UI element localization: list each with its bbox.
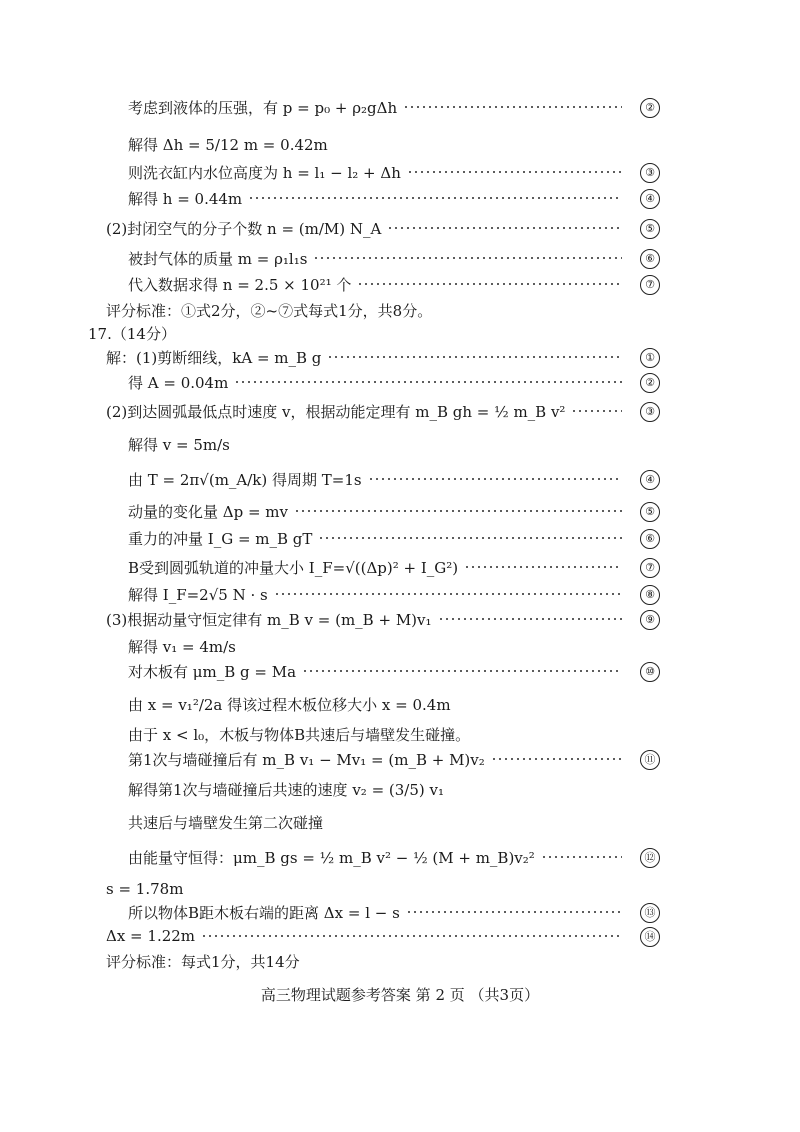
answer-line — [0, 632, 800, 660]
leader-dots — [248, 196, 622, 200]
equation-number: ④ — [640, 189, 660, 209]
leader-dots — [403, 105, 622, 109]
answer-line-text: 动量的变化量 Δp = mv — [128, 502, 289, 521]
leader-dots — [541, 855, 622, 859]
answer-line-text: 对木板有 μm_B g = Ma — [128, 662, 297, 681]
answer-line — [0, 690, 800, 718]
answer-line — [0, 524, 800, 552]
answer-line — [0, 947, 800, 975]
leader-dots — [368, 477, 622, 481]
leader-dots — [464, 565, 622, 569]
answer-line-text: s = 1.78m — [106, 880, 184, 898]
answer-line — [0, 580, 800, 608]
answer-line — [0, 720, 800, 748]
leader-dots — [302, 669, 622, 673]
answer-line-text: 解：(1)剪断细线，kA = m_B g — [106, 348, 322, 367]
answer-line — [0, 184, 800, 212]
answer-line — [0, 843, 800, 871]
answer-line — [0, 244, 800, 272]
page-footer: 高三物理试题参考答案 第 2 页 （共3页） — [260, 986, 540, 1004]
leader-dots — [274, 592, 622, 596]
answer-line-text: (2)封闭空气的分子个数 n = (m/M) N_A — [106, 219, 382, 238]
equation-number: ⑧ — [640, 585, 660, 605]
leader-dots — [294, 509, 622, 513]
equation-number: ⑤ — [640, 219, 660, 239]
equation-number: ⑤ — [640, 502, 660, 522]
answer-line-text: 解得 v₁ = 4m/s — [128, 637, 236, 656]
answer-line-text: 17.（14分） — [88, 324, 176, 343]
answer-line — [0, 465, 800, 493]
answer-line-text: 解得 v = 5m/s — [128, 435, 230, 454]
answer-line-text: 解得第1次与墙碰撞后共速的速度 v₂ = (3/5) v₁ — [128, 780, 445, 799]
equation-number: ② — [640, 98, 660, 118]
equation-number: ① — [640, 348, 660, 368]
equation-number: ⑦ — [640, 558, 660, 578]
answer-line — [0, 368, 800, 396]
leader-dots — [407, 170, 622, 174]
answer-line — [0, 657, 800, 685]
answer-line-text: 由 x = v₁²/2a 得该过程木板位移大小 x = 0.4m — [128, 695, 451, 714]
answer-line-text: 代入数据求得 n = 2.5 × 10²¹ 个 — [128, 275, 352, 294]
answer-line — [0, 93, 800, 121]
answer-line-text: 评分标准：每式1分，共14分 — [106, 952, 300, 971]
equation-number: ② — [640, 373, 660, 393]
leader-dots — [318, 536, 622, 540]
answer-line — [0, 430, 800, 458]
answer-line — [0, 775, 800, 803]
answer-line-text: B受到圆弧轨道的冲量大小 I_F=√((Δp)² + I_G²) — [128, 558, 459, 577]
answer-line-text: (3)根据动量守恒定律有 m_B v = (m_B + M)v₁ — [106, 610, 432, 629]
answer-line-text: 解得 Δh = 5/12 m = 0.42m — [128, 135, 328, 154]
answer-line-text: 则洗衣缸内水位高度为 h = l₁ − l₂ + Δh — [128, 163, 401, 182]
leader-dots — [327, 355, 622, 359]
answer-line-text: 共速后与墙壁发生第二次碰撞 — [128, 813, 324, 832]
answer-line-text: 被封气体的质量 m = ρ₁l₁s — [128, 249, 308, 268]
answer-line-text: 解得 I_F=2√5 N · s — [128, 585, 268, 604]
answer-line — [0, 214, 800, 242]
leader-dots — [387, 226, 622, 230]
answer-line-text: Δx = 1.22m — [106, 927, 196, 945]
equation-number: ⑨ — [640, 610, 660, 630]
equation-number: ⑭ — [640, 927, 660, 947]
equation-number: ⑪ — [640, 750, 660, 770]
answer-line-text: 评分标准：①式2分，②~⑦式每式1分，共8分。 — [106, 301, 433, 320]
answer-line-text: 重力的冲量 I_G = m_B gT — [128, 529, 313, 548]
leader-dots — [438, 617, 622, 621]
answer-line-text: 考虑到液体的压强，有 p = p₀ + ρ₂gΔh — [128, 98, 398, 117]
answer-line-text: 解得 h = 0.44m — [128, 189, 243, 208]
answer-line — [0, 553, 800, 581]
equation-number: ③ — [640, 163, 660, 183]
answer-line-text: 得 A = 0.04m — [128, 373, 229, 392]
answer-line — [0, 605, 800, 633]
answer-line — [0, 808, 800, 836]
answer-line-text: 由 T = 2π√(m_A/k) 得周期 T=1s — [128, 470, 362, 489]
answer-line — [0, 343, 800, 371]
leader-dots — [201, 934, 622, 938]
answer-line-text: (2)到达圆弧最低点时速度 v，根据动能定理有 m_B gh = ½ m_B v² — [106, 402, 566, 421]
answer-line — [0, 922, 800, 950]
answer-line-text: 第1次与墙碰撞后有 m_B v₁ − Mv₁ = (m_B + M)v₂ — [128, 750, 485, 769]
leader-dots — [234, 380, 622, 384]
answer-line-text: 由能量守恒得：μm_B gs = ½ m_B v² − ½ (M + m_B)v₂² — [128, 848, 535, 867]
leader-dots — [491, 757, 622, 761]
answer-line — [0, 130, 800, 158]
equation-number: ③ — [640, 402, 660, 422]
equation-number: ⑬ — [640, 903, 660, 923]
answer-line — [0, 497, 800, 525]
equation-number: ④ — [640, 470, 660, 490]
leader-dots — [313, 256, 622, 260]
equation-number: ⑩ — [640, 662, 660, 682]
leader-dots — [406, 910, 622, 914]
leader-dots — [571, 409, 622, 413]
equation-number: ⑥ — [640, 529, 660, 549]
answer-line — [0, 745, 800, 773]
answer-line-text: 所以物体B距木板右端的距离 Δx = l − s — [128, 903, 400, 922]
answer-line — [0, 397, 800, 425]
answer-line-text: 由于 x < l₀，木板与物体B共速后与墙壁发生碰撞。 — [128, 725, 471, 744]
equation-number: ⑫ — [640, 848, 660, 868]
equation-number: ⑦ — [640, 275, 660, 295]
answer-line — [0, 270, 800, 298]
leader-dots — [357, 282, 622, 286]
answer-line — [0, 158, 800, 186]
equation-number: ⑥ — [640, 249, 660, 269]
